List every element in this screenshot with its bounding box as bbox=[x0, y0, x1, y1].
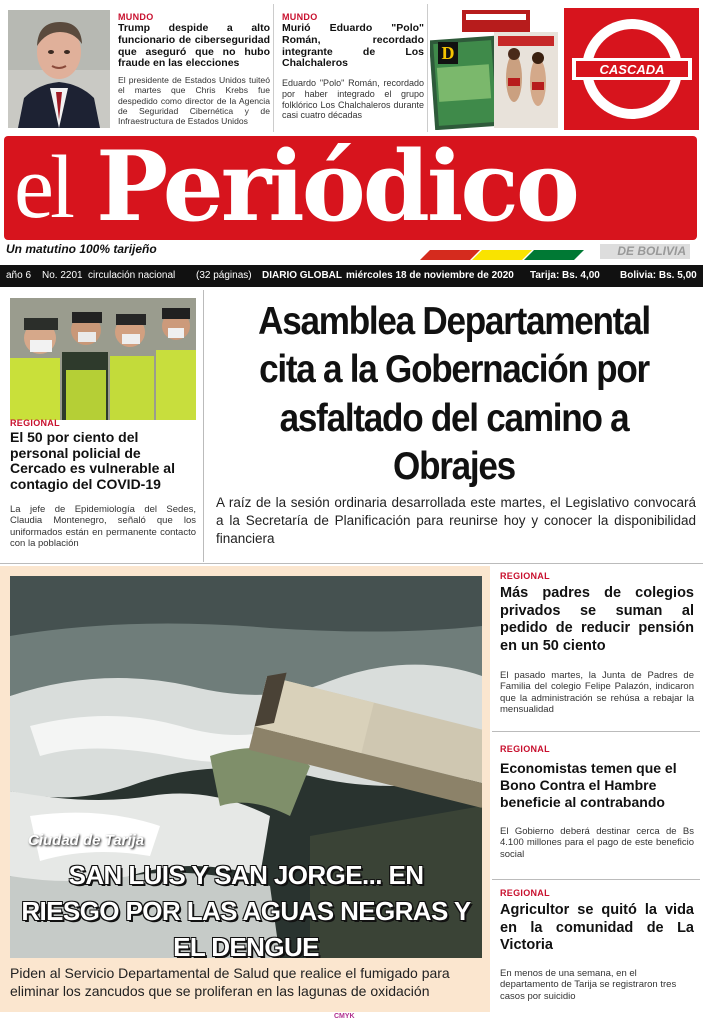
story-colegios[interactable] bbox=[492, 566, 700, 732]
wastewater-photo bbox=[10, 576, 482, 958]
photo-story[interactable] bbox=[0, 566, 490, 1012]
summary: El pasado martes, la Junta de Padres de Familia del colegio Felipe Palazón, indicaron que la administración se rehúsa a rebajar la mensualidad bbox=[500, 670, 694, 716]
cmyk-mark: CMYK bbox=[334, 1013, 355, 1020]
section-label: REGIONAL bbox=[500, 571, 550, 581]
price-bolivia: Bolivia: Bs. 5,00 bbox=[620, 270, 697, 281]
top-story-trump[interactable] bbox=[4, 4, 274, 132]
headline[interactable]: El 50 por ciento del personal policial de Cercado es vulnerable al contagio del COVID-19 bbox=[10, 429, 175, 493]
section-label: MUNDO bbox=[282, 12, 318, 22]
headline[interactable]: Más padres de colegios privados se suman al pedido de reducir pensión en un 50 ciento bbox=[500, 585, 694, 655]
headline[interactable]: Murió Eduardo "Polo" Román, recordado integrante de Los Chalchaleros bbox=[282, 22, 424, 70]
date: miércoles 18 de noviembre de 2020 bbox=[346, 270, 514, 281]
divider bbox=[0, 563, 703, 564]
issue-number: No. 2201 bbox=[42, 270, 83, 281]
summary: En menos de una semana, en el departamento de Tarija se registraron tres casos por suicidio bbox=[500, 968, 677, 1002]
section-label: REGIONAL bbox=[500, 744, 550, 754]
logo-name[interactable]: Periódico bbox=[96, 136, 577, 240]
summary: El Gobierno deberá destinar cerca de Bs 4.100 millones para el pago de este beneficio social bbox=[500, 826, 694, 860]
paper-type: DIARIO GLOBAL bbox=[262, 270, 342, 281]
story-agricultor[interactable] bbox=[492, 882, 700, 1012]
pages: (32 páginas) bbox=[196, 270, 252, 281]
summary: La jefe de Epidemiología del Sedes, Claudia Montenegro, señaló que los uniformados están en permanente contacto con la población bbox=[10, 504, 196, 550]
story-police[interactable] bbox=[0, 290, 204, 562]
price-tarija: Tarija: Bs. 4,00 bbox=[530, 270, 600, 281]
top-story-chalchaleros[interactable] bbox=[278, 4, 428, 132]
headline[interactable]: Economistas temen que el Bono Contra el Hambre beneficie al contrabando bbox=[500, 760, 677, 811]
story-bono[interactable] bbox=[492, 736, 700, 880]
police-photo bbox=[10, 298, 196, 420]
lead-deck: A raíz de la sesión ordinaria desarrollada este martes, el Legislativo convocará a la Secretaría de Planificación para reunirse hoy y conocer la disponibilidad financiera bbox=[216, 495, 696, 547]
flag-stripe bbox=[420, 247, 600, 257]
section-label: MUNDO bbox=[118, 12, 154, 22]
summary: El presidente de Estados Unidos tuiteó el martes que Chris Krebs fue despedido como director de la Agencia de Seguridad Cibernética y de Infraestructura de Estados Unidos bbox=[118, 75, 270, 127]
magazine-promo[interactable] bbox=[430, 8, 560, 130]
promo-letter: D bbox=[438, 42, 458, 64]
top-strip bbox=[4, 4, 699, 132]
photo-deck: Piden al Servicio Departamental de Salud que realice el fumigado para eliminar los zancudos que se proliferan en las lagunas de oxidación bbox=[10, 965, 450, 1000]
section-label: REGIONAL bbox=[500, 888, 550, 898]
lead-story[interactable] bbox=[208, 290, 700, 562]
photo-headline[interactable]: SAN LUIS Y SAN JORGE... EN RIESGO POR LAS AGUAS NEGRAS Y EL DENGUE bbox=[21, 860, 471, 958]
headline[interactable]: Agricultor se quitó la vida en la comunidad de La Victoria bbox=[500, 902, 694, 954]
masthead bbox=[4, 136, 697, 240]
summary: Eduardo "Polo" Román, recordado por haber integrado el grupo folklórico Los Chalchaleros durante casi cuatro décadas bbox=[282, 78, 424, 121]
photo-kicker: Ciudad de Tarija bbox=[28, 832, 145, 849]
logo-el: el bbox=[14, 138, 71, 237]
tagline: Un matutino 100% tarijeño bbox=[6, 242, 157, 256]
ad-brand: CASCADA bbox=[599, 62, 665, 77]
trump-photo bbox=[8, 10, 110, 128]
lead-headline[interactable]: Asamblea Departamental cita a la Gobernación por asfaltado del camino a Obrajes bbox=[258, 300, 650, 489]
headline[interactable]: Trump despide a alto funcionario de ciberseguridad que aseguró que no hubo fraude en las elecciones bbox=[118, 22, 270, 70]
section-label: REGIONAL bbox=[10, 418, 60, 428]
year: año 6 bbox=[6, 270, 32, 281]
cascada-ad[interactable] bbox=[564, 8, 699, 130]
region-label: DE BOLIVIA bbox=[600, 244, 690, 259]
circulation: circulación nacional bbox=[88, 270, 176, 281]
info-bar bbox=[0, 265, 703, 287]
